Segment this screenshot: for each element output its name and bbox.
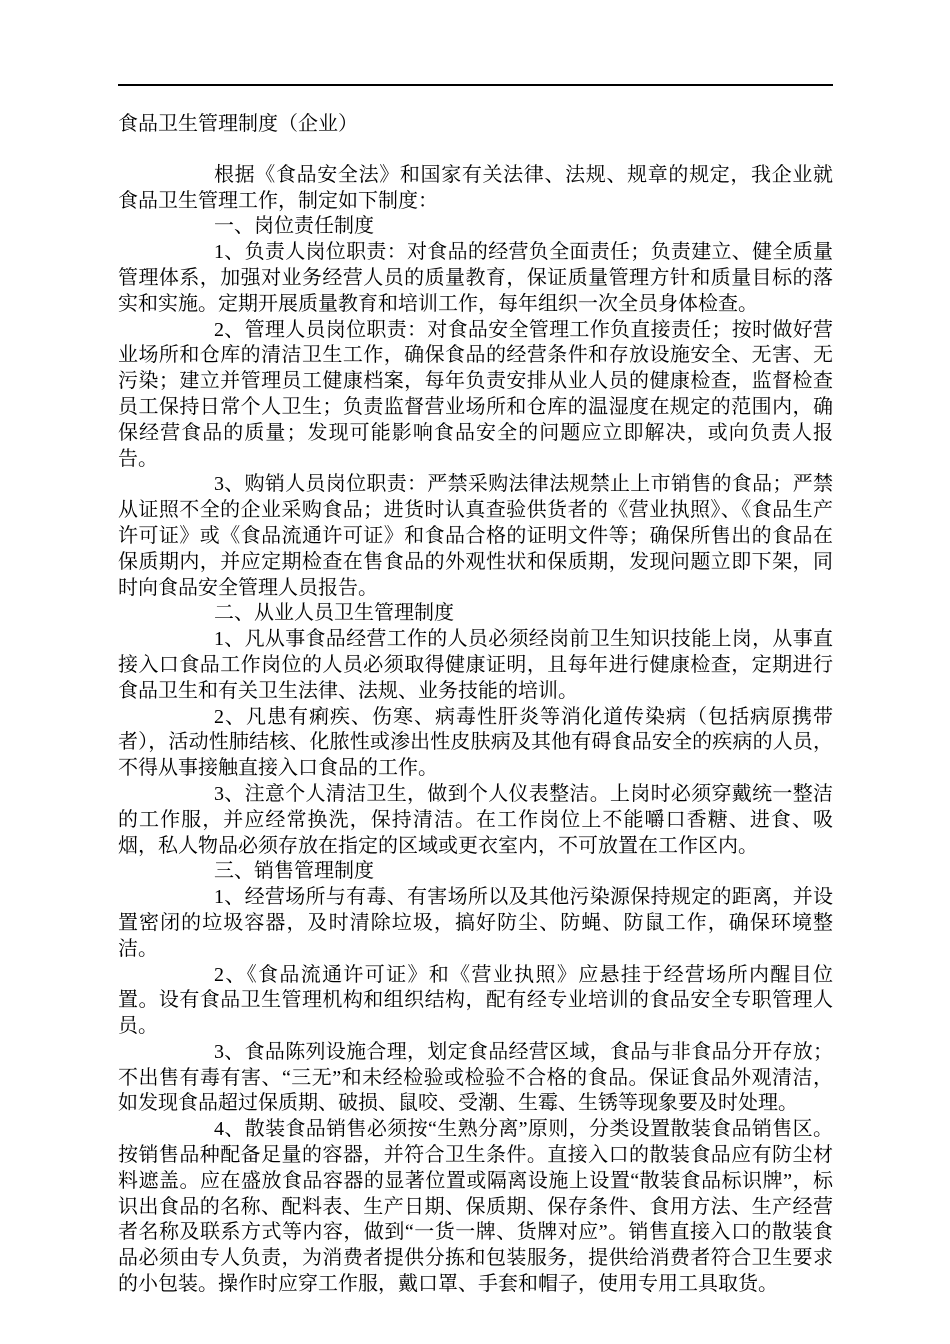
paragraph: 3、购销人员岗位职责：严禁采购法律法规禁止上市销售的食品；严禁从证照不全的企业采购食品；进货时认真查验供货者的《营业执照》、《食品生产许可证》或《食品流通许可证》和食品合格的证明文件等；确保所售出的食品在保质期内，并应定期检查在售食品的外观性状和保质期，发现问题立即下架，同时向食品安全管理人员报告。 [118,473,833,599]
document-title: 食品卫生管理制度（企业） [118,113,358,135]
section-heading-3: 三、销售管理制度 [214,860,374,883]
paragraph-intro: 根据《食品安全法》和国家有关法律、法规、规章的规定，我企业就食品卫生管理工作，制定如下制度： [118,163,833,212]
paragraph: 1、经营场所与有毒、有害场所以及其他污染源保持规定的距离，并设置密闭的垃圾容器，及时清除垃圾，搞好防尘、防蝇、防鼠工作，确保环境整洁。 [118,886,833,960]
document-content [118,112,833,1298]
paragraph: 4、散装食品销售必须按“生熟分离”原则，分类设置散装食品销售区。按销售品种配备足量的容器，并符合卫生条件。直接入口的散装食品应有防尘材料遮盖。应在盛放食品容器的显著位置或隔离设施上设置“散装食品标识牌”，标识出食品的名称、配料表、生产日期、保质期、保存条件、食用方法、生产经营者名称及联系方式等内容，做到“一货一牌、货牌对应”。销售直接入口的散装食品必须由专人负责，为消费者提供分拣和包装服务，提供给消费者符合卫生要求的小包装。操作时应穿工作服，戴口罩、手套和帽子，使用专用工具取货。 [118,1118,833,1296]
header-rule [118,84,833,86]
paragraph: 3、注意个人清洁卫生，做到个人仪表整洁。上岗时必须穿戴统一整洁的工作服，并应经常换洗，保持清洁。在工作岗位上不能嚼口香糖、进食、吸烟，私人物品必须存放在指定的区域或更衣室内，不可放置在工作区内。 [118,782,833,857]
paragraph: 2、《食品流通许可证》和《营业执照》应悬挂于经营场所内醒目位置。设有食品卫生管理机构和组织结构，配有经专业培训的食品安全专职管理人员。 [118,963,833,1038]
section-heading-1: 一、岗位责任制度 [214,215,374,238]
paragraph: 1、凡从事食品经营工作的人员必须经岗前卫生知识技能上岗，从事直接入口食品工作岗位的人员必须取得健康证明，且每年进行健康检查，定期进行食品卫生和有关卫生法律、法规、业务技能的培训。 [118,628,833,702]
paragraph: 1、负责人岗位职责：对食品的经营负全面责任；负责建立、健全质量管理体系，加强对业务经营人员的质量教育，保证质量管理方针和质量目标的落实和实施。定期开展质量教育和培训工作，每年组织一次全员身体检查。 [118,241,833,315]
paragraph: 2、凡患有痢疾、伤寒、病毒性肝炎等消化道传染病（包括病原携带者），活动性肺结核、化脓性或渗出性皮肤病及其他有碍食品安全的疾病的人员，不得从事接触直接入口食品的工作。 [118,705,833,780]
paragraph: 2、管理人员岗位职责：对食品安全管理工作负直接责任；按时做好营业场所和仓库的清洁卫生工作，确保食品的经营条件和存放设施安全、无害、无污染；建立并管理员工健康档案，每年负责安排从业人员的健康检查，监督检查员工保持日常个人卫生；负责监督营业场所和仓库的温湿度在规定的范围内，确保经营食品的质量；发现可能影响食品安全的问题应立即解决，或向负责人报告。 [118,318,833,470]
paragraph: 3、食品陈列设施合理，划定食品经营区域，食品与非食品分开存放；不出售有毒有害、“三无”和未经检验或检验不合格的食品。保证食品外观清洁，如发现食品超过保质期、破损、鼠咬、受潮、生霉、生锈等现象要及时处理。 [118,1040,833,1115]
section-heading-2: 二、从业人员卫生管理制度 [214,602,454,625]
